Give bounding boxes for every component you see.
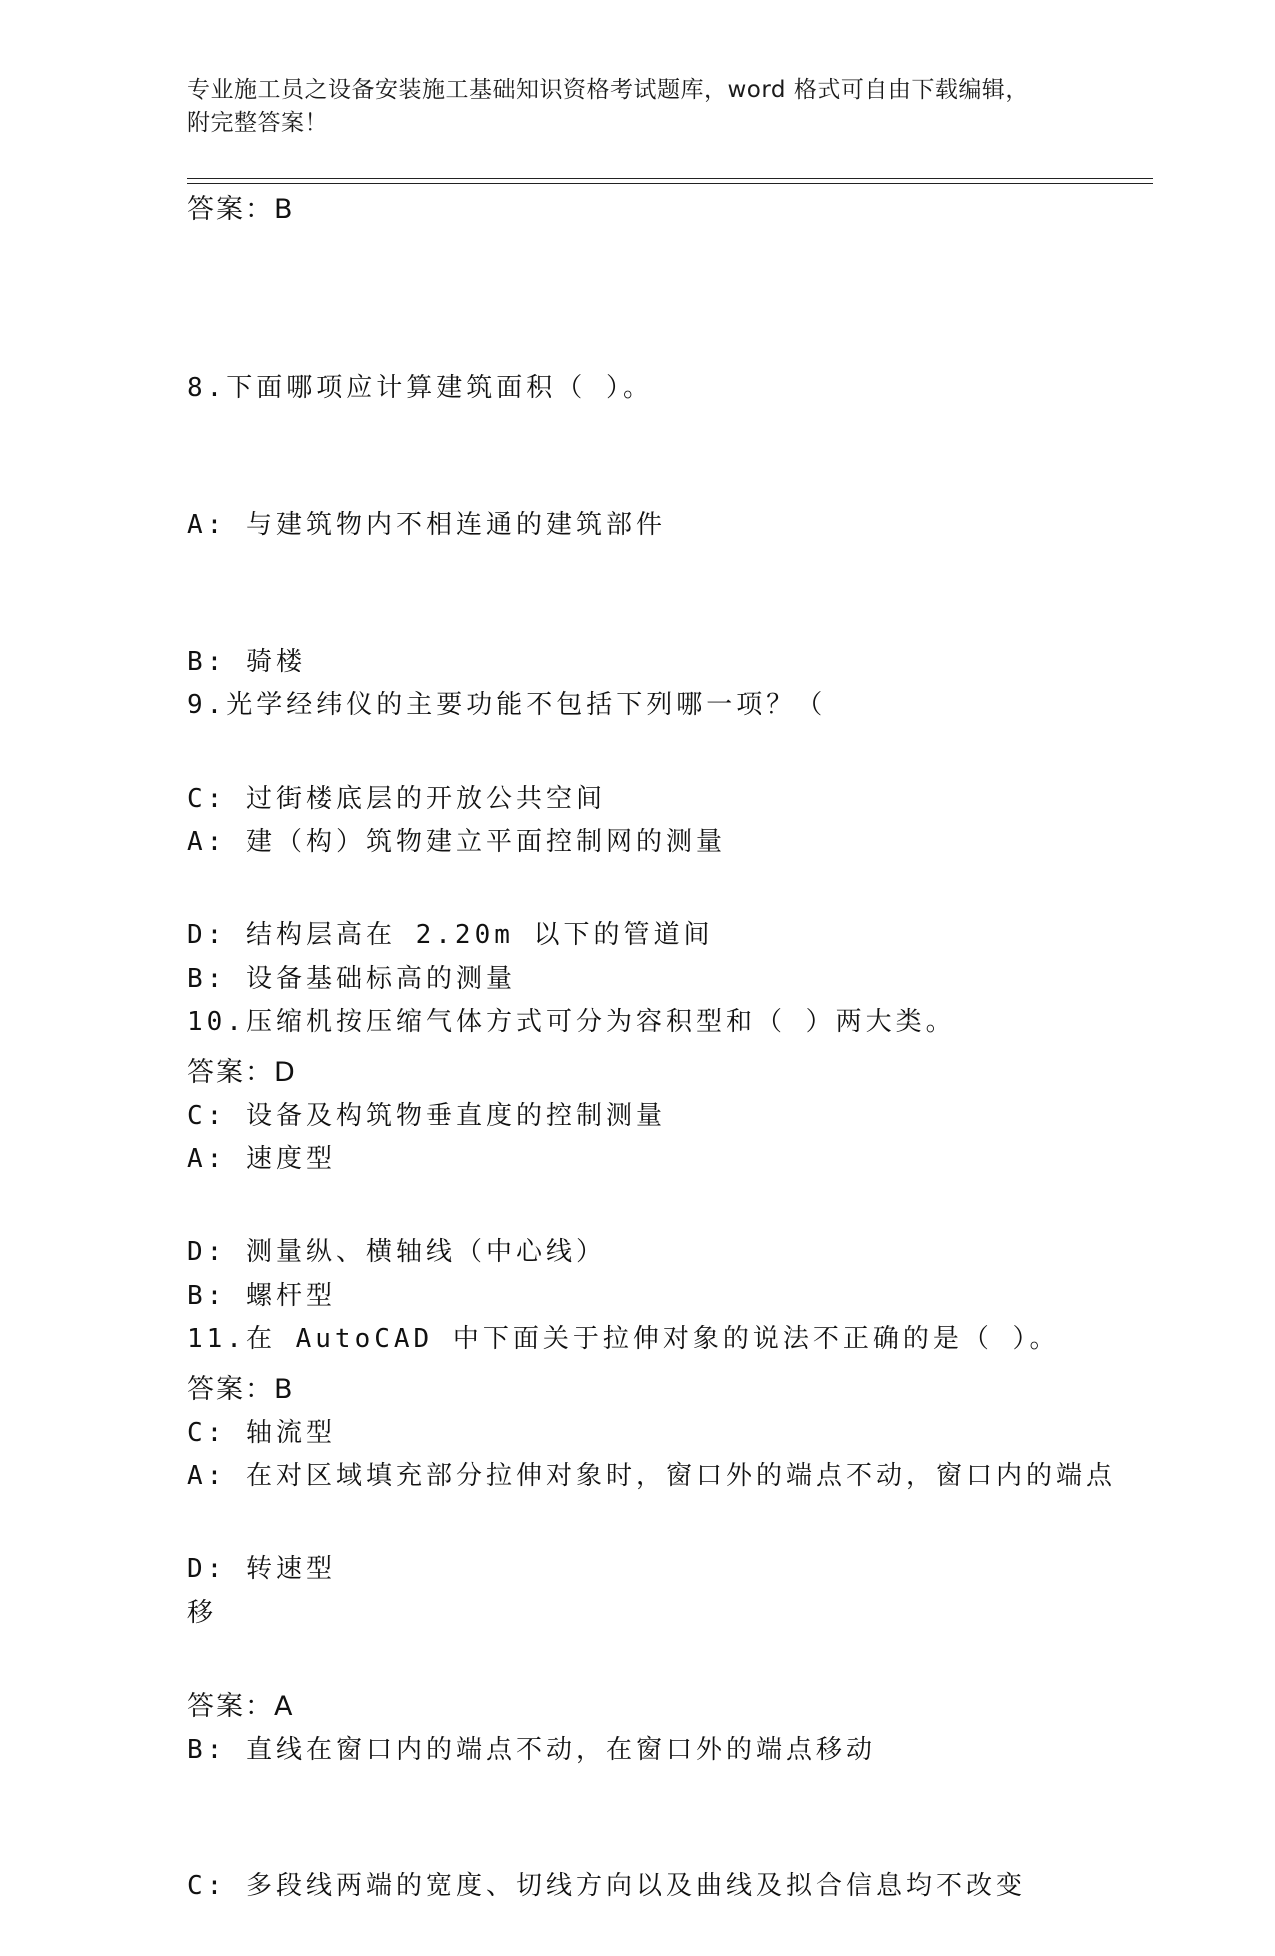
option-b: B: 直线在窗口内的端点不动，在窗口外的端点移动 — [187, 1734, 876, 1765]
option-d: D: 转速型 — [187, 1554, 336, 1585]
option-c: C: 设备及构筑物垂直度的控制测量 — [187, 1100, 666, 1131]
option-a: A: 与建筑物内不相连通的建筑部件 — [187, 509, 666, 540]
question-stem: 8.下面哪项应计算建筑面积（ ）。 — [187, 373, 653, 404]
option-a: A: 建（构）筑物建立平面控制网的测量 — [187, 826, 726, 857]
question-stem: 9.光学经纬仪的主要功能不包括下列哪一项？（ — [187, 690, 827, 721]
option-a: A: 速度型 — [187, 1143, 336, 1174]
question-stem: 11.在 AutoCAD 中下面关于拉伸对象的说法不正确的是（ ）。 — [187, 1324, 1060, 1355]
option-a: A: 在对区域填充部分拉伸对象时，窗口外的端点不动，窗口内的端点 — [187, 1460, 1116, 1491]
option-b: B: 设备基础标高的测量 — [187, 963, 516, 994]
option-a-continued: 移 — [187, 1597, 218, 1628]
question-11 — [187, 1226, 1116, 1956]
answer: 答案：B — [187, 1374, 295, 1406]
question-stem: 10.压缩机按压缩气体方式可分为容积型和（ ）两大类。 — [187, 1007, 956, 1038]
document-header — [187, 74, 1087, 140]
header-line-2: 附完整答案！ — [187, 110, 328, 136]
answer-previous: 答案：B — [187, 194, 295, 225]
option-d: D: 测量纵、横轴线（中心线） — [187, 1237, 606, 1268]
header-double-rule — [187, 178, 1153, 184]
answer: 答案：A — [187, 1691, 295, 1723]
header-line-1: 专业施工员之设备安装施工基础知识资格考试题库，word 格式可自由下载编辑， — [187, 77, 1029, 103]
option-b: B: 螺杆型 — [187, 1280, 336, 1311]
option-d: D: 结构层高在 2.20m 以下的管道间 — [187, 920, 714, 951]
option-c: C: 过街楼底层的开放公共空间 — [187, 783, 606, 814]
option-c: C: 轴流型 — [187, 1417, 336, 1448]
option-c: C: 多段线两端的宽度、切线方向以及曲线及拟合信息均不改变 — [187, 1871, 1026, 1902]
answer: 答案：D — [187, 1057, 297, 1089]
option-b: B: 骑楼 — [187, 646, 306, 677]
